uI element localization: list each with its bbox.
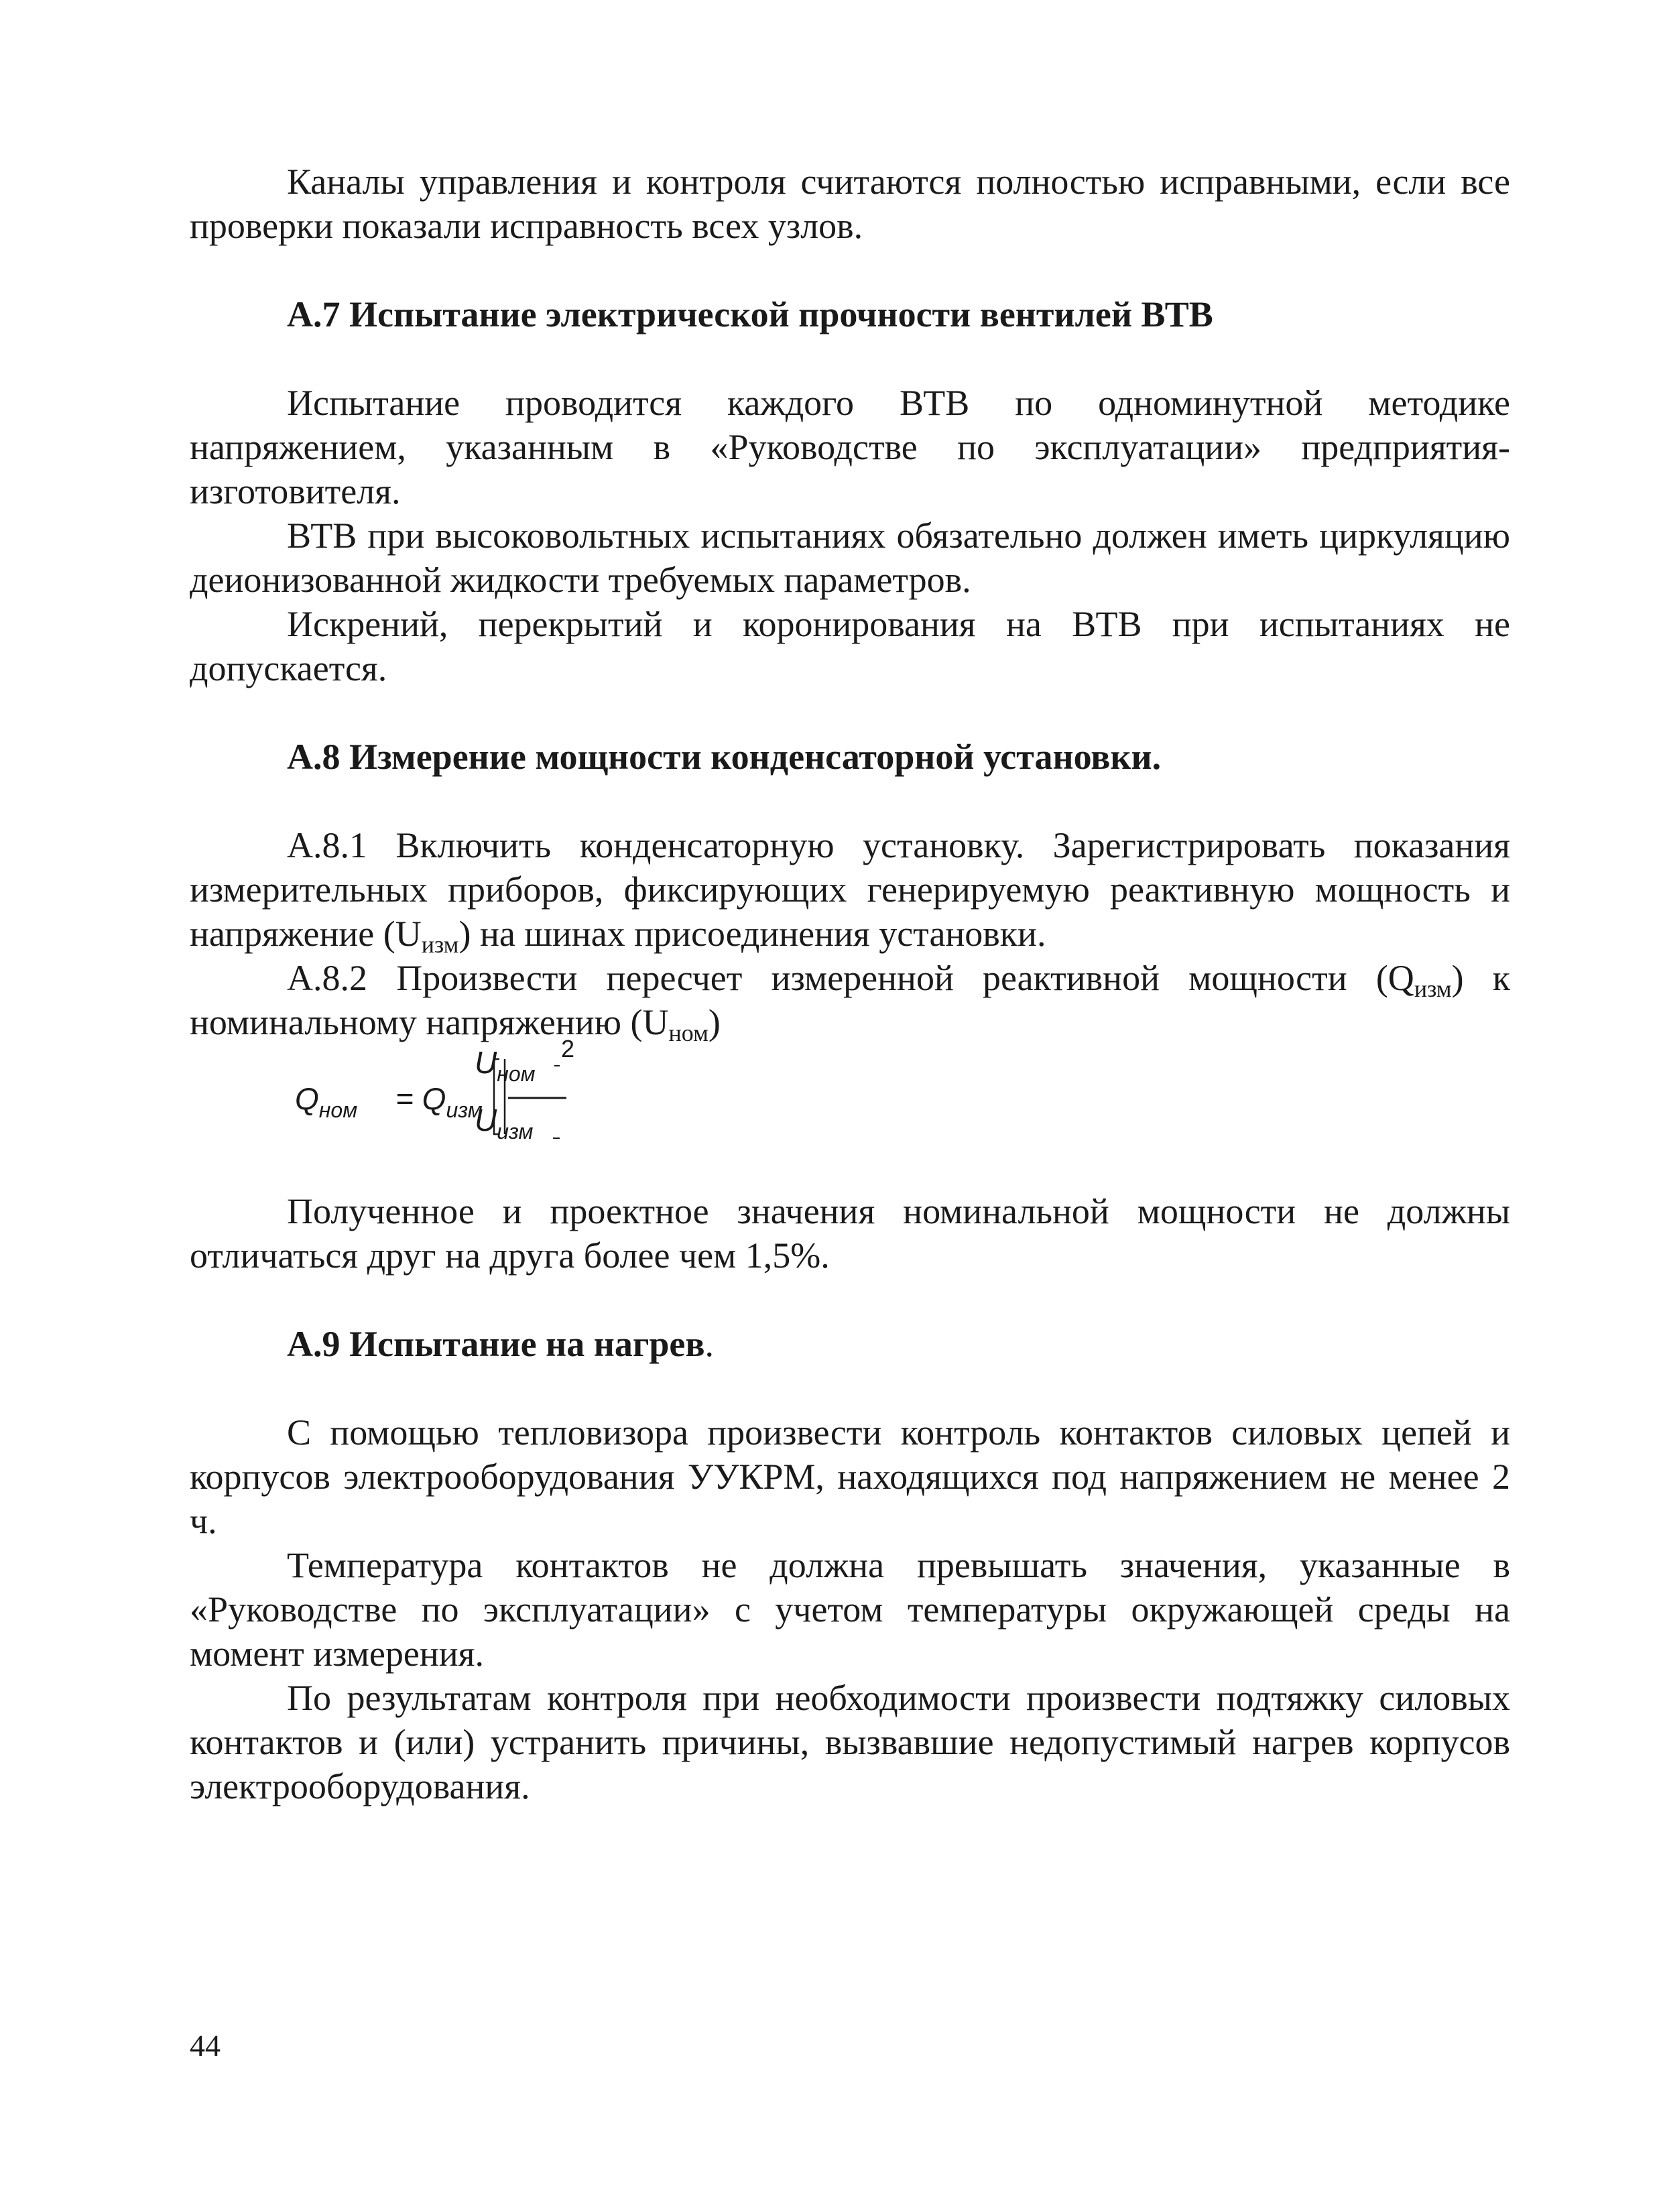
- heading-a9: [190, 1322, 1510, 1366]
- a82-subscript-u: ном: [668, 1020, 709, 1046]
- formula-q-nom: [295, 1035, 670, 1153]
- paragraph-a8-2: [190, 956, 1510, 1044]
- formula-numerator: $U_{ном}$: [475, 1045, 536, 1086]
- heading-a9-trail: .: [704, 1324, 715, 1364]
- paragraph-a9-1: С помощью тепловизора произвести контроль контактов силовых цепей и корпусов электрооборудования УУКРМ, находящихся под напряжением не менее 2 ч.: [190, 1412, 1510, 1541]
- paragraph-a7-2: ВТВ при высоковольтных испытаниях обязательно должен иметь циркуляцию деионизованной жидкости требуемых параметров.: [190, 515, 1510, 600]
- formula-denominator: $U_{изм}$: [475, 1103, 534, 1144]
- heading-a8: А.8 Измерение мощности конденсаторной установки.: [287, 737, 1162, 777]
- a81-text-start: А.8.1 Включить конденсаторную установку. Зарегистрировать показания измерительных приборов, фиксирующих генерируемую реактивную мощность и напряжение (U: [190, 825, 1510, 954]
- text-block-upper: [190, 160, 1510, 1044]
- a82-text-mid: ) к номинальному напряжению (U: [190, 958, 1510, 1042]
- paragraph-a9-3: По результатам контроля при необходимости произвести подтяжку силовых контактов и (или) устранить причины, вызвавшие недопустимый нагрев корпусов электрооборудования.: [190, 1678, 1510, 1806]
- paragraph-a8-result: Полученное и проектное значения номинальной мощности не должны отличаться друг на друга более чем 1,5%.: [190, 1191, 1510, 1276]
- a82-subscript-q: изм: [1414, 975, 1452, 1002]
- page-number: 44: [190, 2028, 221, 2063]
- paragraph-a9-2: Температура контактов не должна превышать значения, указанные в «Руководстве по эксплуатации» с учетом температуры окружающей среды на момент измерения.: [190, 1545, 1510, 1674]
- paragraph-a7-1: Испытание проводится каждого ВТВ по одноминутной методике напряжением, указанным в «Руководстве по эксплуатации» предприятия-изготовителя.: [190, 383, 1510, 511]
- text-block-lower: [190, 1189, 1510, 1808]
- a81-subscript: изм: [421, 931, 459, 958]
- formula-q-izm: = $Q_{изм}$: [395, 1081, 483, 1122]
- paragraph-intro: Каналы управления и контроля считаются полностью исправными, если все проверки показали исправность всех узлов.: [190, 162, 1510, 246]
- a82-text-start: А.8.2 Произвести пересчет измеренной реактивной мощности (Q: [287, 958, 1414, 998]
- heading-a7: А.7 Испытание электрической прочности вентилей ВТВ: [287, 294, 1213, 334]
- heading-a9-text: А.9 Испытание на нагрев: [287, 1324, 705, 1364]
- a82-text-end: ): [708, 1002, 721, 1042]
- paragraph-a7-3: Искрений, перекрытий и коронирования на ВТВ при испытаниях не допускается.: [190, 604, 1510, 688]
- formula-exponent: 2: [561, 1035, 575, 1062]
- formula-q-nom-lhs: $Q_{ном}$: [295, 1081, 358, 1122]
- paragraph-a8-1: [190, 823, 1510, 956]
- a81-text-end: ) на шинах присоединения установки.: [458, 914, 1046, 954]
